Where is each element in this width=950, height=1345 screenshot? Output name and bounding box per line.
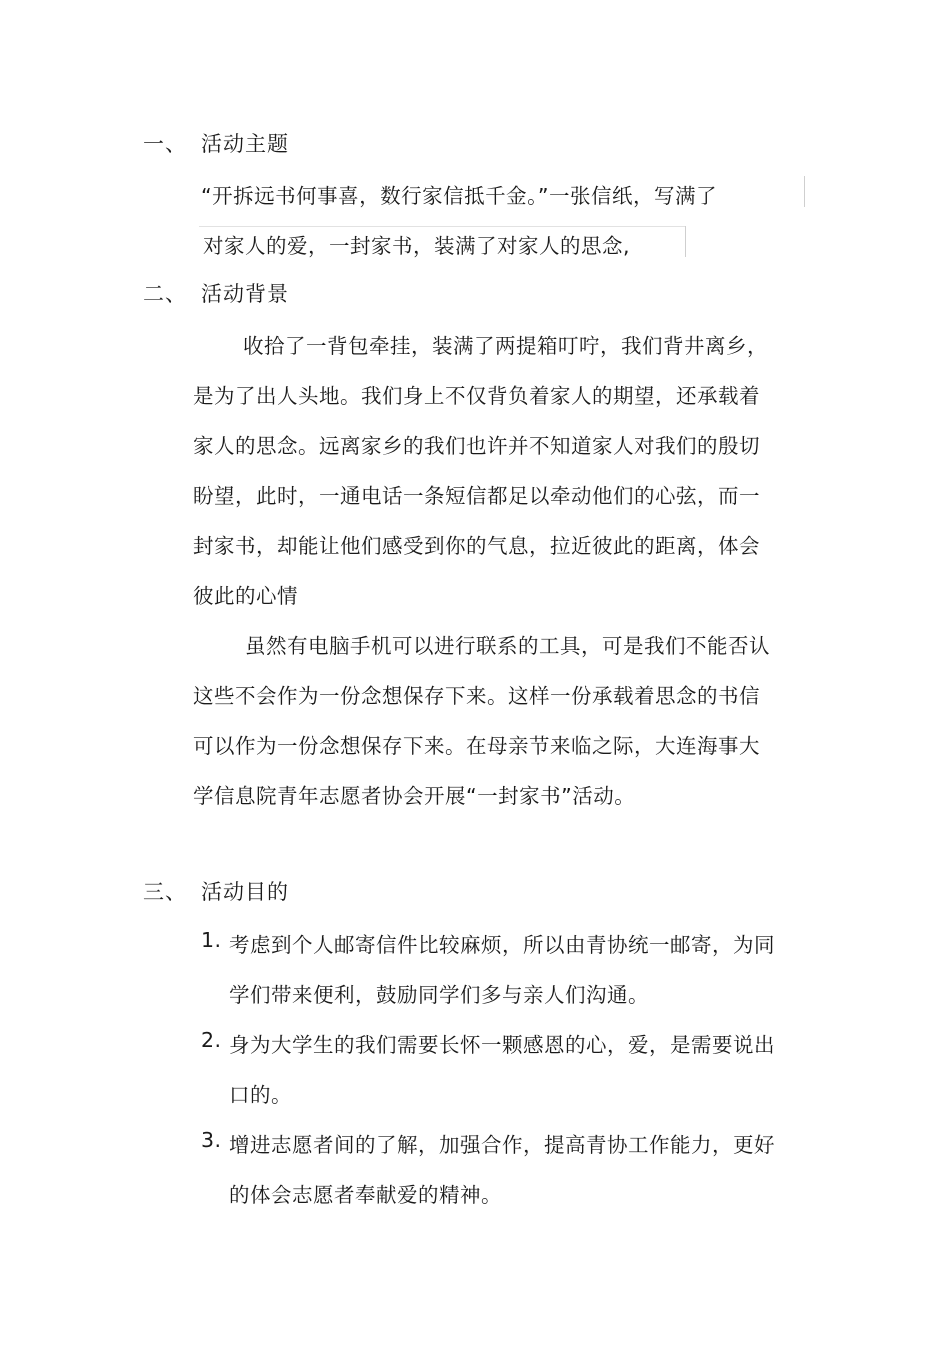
purpose-item-1-line-1: 考虑到个人邮寄信件比较麻烦，所以由青协统一邮寄，为同 — [229, 933, 775, 957]
background-p1-line-6: 彼此的心情 — [193, 584, 298, 608]
purpose-item-3-line-1: 增进志愿者间的了解，加强合作，提高青协工作能力，更好 — [229, 1133, 775, 1157]
section-title-2: 活动背景 — [201, 282, 289, 306]
section-title-3: 活动目的 — [201, 880, 289, 904]
section-number-2: 二、 — [143, 282, 187, 306]
theme-line-1: “开拆远书何事喜，数行家信抵千金。”一张信纸，写满了 — [201, 184, 717, 208]
background-p1-line-4: 盼望，此时，一通电话一条短信都足以牵动他们的心弦，而一 — [193, 484, 760, 508]
purpose-item-2-line-2: 口的。 — [229, 1083, 292, 1107]
section-title-1: 活动主题 — [201, 132, 289, 156]
section-number-1: 一、 — [143, 132, 187, 156]
background-p2-line-1: 虽然有电脑手机可以进行联系的工具，可是我们不能否认 — [245, 634, 770, 658]
theme-line-2: 对家人的爱，一封家书，装满了对家人的思念, — [203, 234, 631, 258]
purpose-item-1-number: 1. — [201, 928, 222, 952]
background-p1-line-3: 家人的思念。远离家乡的我们也许并不知道家人对我们的殷切 — [193, 434, 760, 458]
background-p2-line-3: 可以作为一份念想保存下来。在母亲节来临之际，大连海事大 — [193, 734, 760, 758]
purpose-item-2-number: 2. — [201, 1028, 222, 1052]
background-p2-line-2: 这些不会作为一份念想保存下来。这样一份承载着思念的书信 — [193, 684, 760, 708]
purpose-item-2-line-1: 身为大学生的我们需要长怀一颗感恩的心，爱，是需要说出 — [229, 1033, 775, 1057]
table-border-top — [199, 226, 686, 227]
background-p1-line-1: 收拾了一背包牵挂，装满了两提箱叮咛，我们背井离乡， — [243, 334, 768, 358]
purpose-item-1-line-2: 学们带来便利，鼓励同学们多与亲人们沟通。 — [229, 983, 649, 1007]
section-number-3: 三、 — [143, 880, 187, 904]
table-border-right — [804, 176, 805, 207]
background-p1-line-2: 是为了出人头地。我们身上不仅背负着家人的期望，还承载着 — [193, 384, 760, 408]
purpose-item-3-number: 3. — [201, 1128, 222, 1152]
table-border-right-2 — [685, 226, 686, 257]
background-p2-line-4: 学信息院青年志愿者协会开展“一封家书”活动。 — [193, 784, 636, 808]
purpose-item-3-line-2: 的体会志愿者奉献爱的精神。 — [229, 1183, 502, 1207]
background-p1-line-5: 封家书，却能让他们感受到你的气息，拉近彼此的距离，体会 — [193, 534, 760, 558]
